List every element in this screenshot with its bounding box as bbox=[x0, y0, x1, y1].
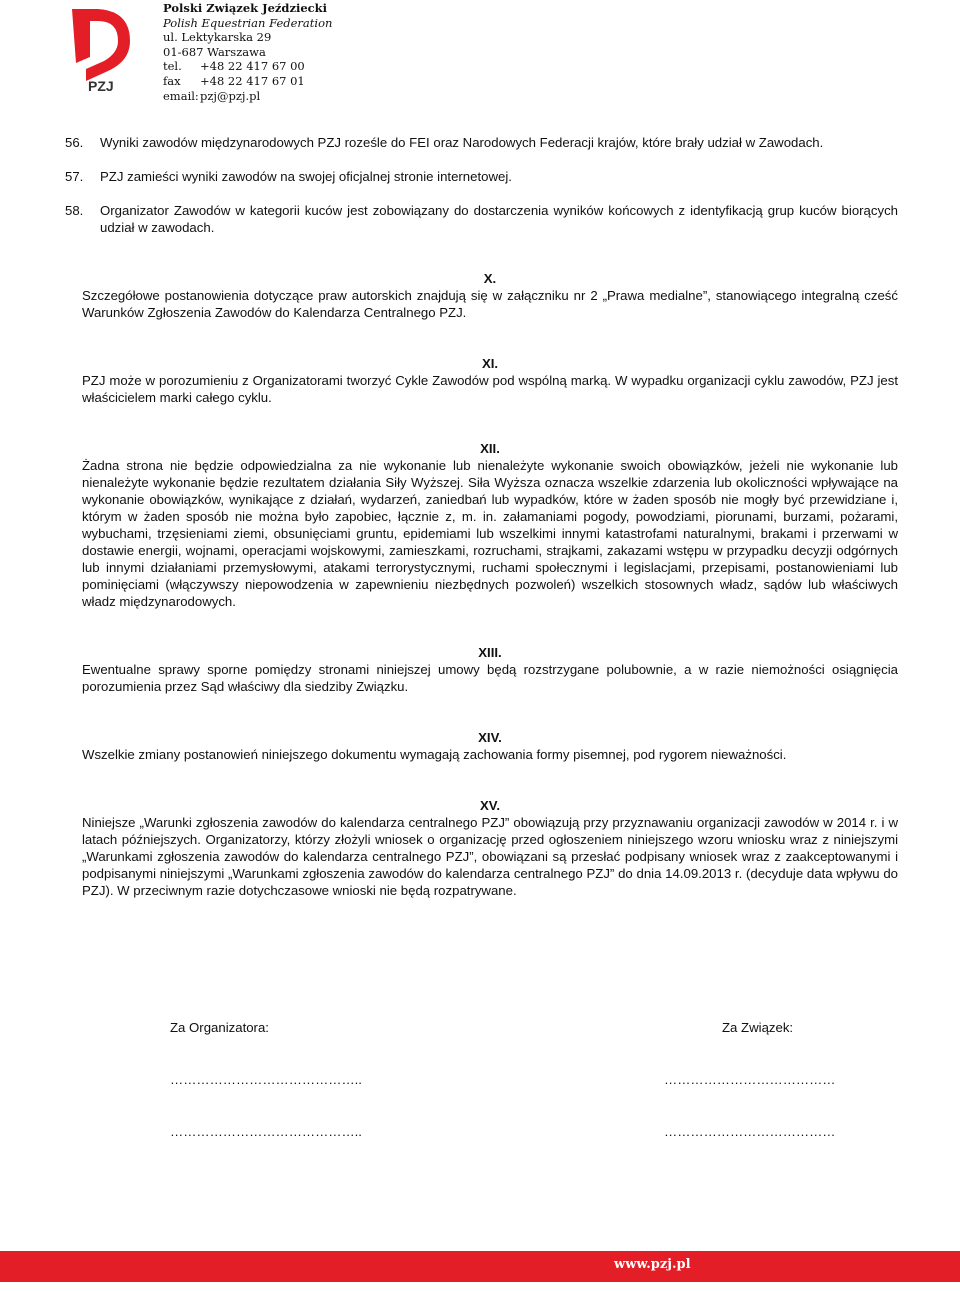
list-item bbox=[65, 134, 898, 151]
section-text: Ewentualne sprawy sporne pomiędzy stronami niniejszej umowy będą rozstrzygane polubownie, a w razie niemożności osiągnięcia porozumienia przez Sąd właściwy dla siedziby Związku. bbox=[82, 662, 898, 694]
fax-label: fax bbox=[163, 73, 181, 88]
list-item bbox=[65, 202, 898, 236]
item-number: 58. bbox=[65, 203, 84, 218]
signature-line-organizer-1: …………………………………….. bbox=[170, 1072, 362, 1087]
section-text: Wszelkie zmiany postanowień niniejszego dokumentu wymagają zachowania formy pisemnej, pod rygorem nieważności. bbox=[82, 747, 787, 762]
section-title: XII. bbox=[480, 441, 500, 456]
item-text: PZJ zamieści wyniki zawodów na swojej oficjalnej stronie internetowej. bbox=[100, 169, 512, 184]
footer-bar bbox=[0, 1251, 960, 1282]
item-number: 56. bbox=[65, 135, 84, 150]
item-text: Organizator Zawodów w kategorii kuców jest zobowiązany do dostarczenia wyników końcowych z identyfikacją grup kuców biorących udział w zawodach. bbox=[100, 203, 898, 235]
section-title: XV. bbox=[479, 798, 501, 813]
item-number: 57. bbox=[65, 169, 84, 184]
fax-value: +48 22 417 67 01 bbox=[200, 73, 305, 88]
org-name-en: Polish Equestrian Federation bbox=[163, 15, 333, 30]
item-text: Wyniki zawodów międzynarodowych PZJ roześle do FEI oraz Narodowych Federacji krajów, które brały udział w Zawodach. bbox=[100, 135, 824, 150]
org-city: 01-687 Warszawa bbox=[163, 44, 266, 59]
section-title: X. bbox=[483, 271, 497, 286]
org-name: Polski Związek Jeździecki bbox=[163, 1, 328, 15]
list-item bbox=[65, 168, 898, 185]
signature-line-federation-2: ………………………………… bbox=[664, 1124, 836, 1139]
signature-line-federation-1: ………………………………… bbox=[664, 1072, 836, 1087]
signature-line-organizer-2: …………………………………….. bbox=[170, 1124, 362, 1139]
section-text: Szczegółowe postanowienia dotyczące praw autorskich znajdują się w załączniku nr 2 „Prawa medialne”, stanowiącego integralną cześć Warunków Zgłoszenia Zawodów do Kalendarza Centralnego PZJ. bbox=[82, 288, 898, 320]
footer-url[interactable]: www.pzj.pl bbox=[614, 1257, 691, 1272]
email-label: email: bbox=[163, 88, 199, 103]
signature-label-organizer: Za Organizatora: bbox=[170, 1020, 269, 1035]
pzj-logo bbox=[68, 5, 134, 93]
org-street: ul. Lektykarska 29 bbox=[163, 30, 272, 45]
section-text: Żadna strona nie będzie odpowiedzialna za nie wykonanie lub nienależyte wykonanie swoich obowiązków, jeżeli nie wykonanie lub nienależyte wykonanie będzie rezultatem działania Siły Wyższej. Siła Wyższa oznacza wszelkie zdarzenia lub okoliczności wpływające na wykonanie obowiązków, wynikające z działań, wydarzeń, zaniedbań lub wypadków, które w żaden sposób nie mogły być przewidziane i, którym w żaden sposób nie można było zapobiec, łącznie z, m. in. załamaniami pogody, powodziami, piorunami, burzami, pożarami, wybuchami, trzęsieniami ziemi, obsunięciami gruntu, epidemiami lub wszelkimi innymi katastrofami naturalnymi, brakami i przerwami w dostawie energii, wojnami, operacjami wojskowymi, zamieszkami, rozruchami, strajkami, zakazami wstępu w przypadku decyzji odgórnych lub innymi działaniami przemysłowymi, atakami terrorystycznymi, ruchami społecznymi i legislacjami, przepisami, postanowieniami lub pominięciami (włączywszy niepowodzenia w zapewnieniu niezbędnych pozwoleń) wszelkich stosownych władz, sądów lub właściwych władz międzynarodowych. bbox=[82, 458, 898, 609]
section-title: XIII. bbox=[478, 645, 502, 660]
logo-text: PZJ bbox=[88, 78, 114, 93]
section-title: XIV. bbox=[478, 730, 502, 745]
section-text: Niniejsze „Warunki zgłoszenia zawodów do kalendarza centralnego PZJ” obowiązują przy przyznawaniu organizacji zawodów w 2014 r. i w latach późniejszych. Organizatorzy, którzy złożyli wniosek o organizację przed ogłoszeniem niniejszego wzoru wniosku wraz z niniejszymi „Warunkami zgłoszenia zawodów do kalendarza centralnego PZJ”, obowiązani są przesłać podpisany wniosek wraz z zaakceptowanymi i podpisanymi niniejszymi „Warunkami zgłoszenia zawodów do kalendarza centralnego PZJ” do dnia 14.09.2013 r. (decyduje data wpływu do PZJ). W przeciwnym razie dotychczasowe wnioski nie będą rozpatrywane. bbox=[82, 815, 898, 898]
org-address-block bbox=[163, 1, 332, 103]
email-value[interactable]: pzj@pzj.pl bbox=[200, 88, 261, 103]
section-title: XI. bbox=[481, 356, 499, 371]
tel-label: tel. bbox=[163, 59, 182, 74]
document-body bbox=[65, 134, 898, 899]
section-text: PZJ może w porozumieniu z Organizatorami tworzyć Cykle Zawodów pod wspólną marką. W wypadku organizacji cyklu zawodów, PZJ jest właścicielem marki całego cyklu. bbox=[82, 373, 898, 405]
tel-value: +48 22 417 67 00 bbox=[200, 59, 305, 74]
signature-label-federation: Za Związek: bbox=[722, 1020, 794, 1035]
